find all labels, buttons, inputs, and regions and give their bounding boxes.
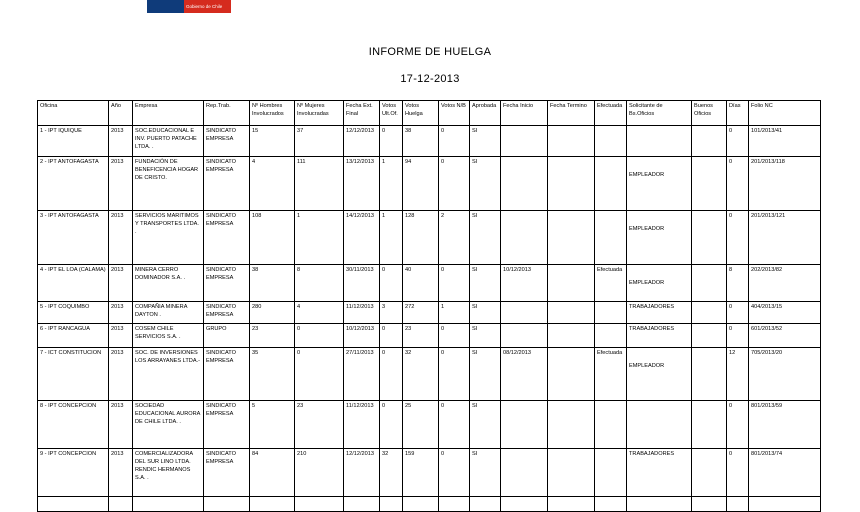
cell-votos-ult: 0 <box>380 401 403 449</box>
cell-efectuada <box>595 401 627 449</box>
cell-fecha-ext: 14/12/2013 <box>344 211 380 265</box>
col-header: Aprobada <box>470 101 501 126</box>
cell-votos-nb: 0 <box>439 449 470 497</box>
col-header: Rep.Trab. <box>204 101 250 126</box>
cell-fecha-termino <box>548 449 595 497</box>
cell-fecha-termino <box>548 126 595 157</box>
col-header: Votos N/B <box>439 101 470 126</box>
cell-fecha-inicio <box>501 449 548 497</box>
cell-dias: 0 <box>727 302 749 324</box>
cell-fecha-inicio <box>501 302 548 324</box>
col-header: Votos Ult.Of. <box>380 101 403 126</box>
cell-solicitante: EMPLEADOR <box>627 211 692 265</box>
cell-votos-huelga: 25 <box>403 401 439 449</box>
cell-votos-ult: 3 <box>380 302 403 324</box>
cell-votos-huelga: 23 <box>403 324 439 348</box>
table-header-row <box>38 101 821 126</box>
cell-empresa: COMERCIALIZADORA DEL SUR LINO LTDA. RENDIC HERMANOS S.A. . <box>133 449 204 497</box>
cell-anio: 2013 <box>109 348 133 401</box>
cell-rep-trab: SINDICATO EMPRESA <box>204 157 250 211</box>
cell-rep-trab: SINDICATO EMPRESA <box>204 265 250 302</box>
cell-empty <box>749 497 821 512</box>
col-header: Fecha Termino <box>548 101 595 126</box>
logo-text: Gobierno de Chile <box>186 4 223 9</box>
cell-folio: 801/2013/74 <box>749 449 821 497</box>
cell-dias: 0 <box>727 211 749 265</box>
cell-empty <box>501 497 548 512</box>
cell-votos-nb: 0 <box>439 401 470 449</box>
col-header: Fecha Ext. Final <box>344 101 380 126</box>
cell-votos-ult: 0 <box>380 348 403 401</box>
cell-empty <box>727 497 749 512</box>
cell-hombres: 84 <box>250 449 295 497</box>
cell-empty <box>439 497 470 512</box>
cell-rep-trab: SINDICATO EMPRESA <box>204 401 250 449</box>
cell-rep-trab: SINDICATO EMPRESA <box>204 302 250 324</box>
col-header: Buenos Oficios <box>692 101 727 126</box>
cell-mujeres: 210 <box>295 449 344 497</box>
cell-empty <box>692 497 727 512</box>
cell-empresa: FUNDACIÓN DE BENEFICENCIA HOGAR DE CRISTO. <box>133 157 204 211</box>
cell-dias: 0 <box>727 126 749 157</box>
cell-fecha-ext: 12/12/2013 <box>344 126 380 157</box>
cell-dias: 0 <box>727 401 749 449</box>
cell-mujeres: 8 <box>295 265 344 302</box>
cell-empty <box>627 497 692 512</box>
cell-fecha-termino <box>548 324 595 348</box>
cell-votos-huelga: 128 <box>403 211 439 265</box>
cell-empresa: SERVICIOS MARITIMOS Y TRANSPORTES LTDA. . <box>133 211 204 265</box>
cell-mujeres: 0 <box>295 324 344 348</box>
cell-efectuada <box>595 324 627 348</box>
cell-empty <box>344 497 380 512</box>
cell-buenos-oficios <box>692 401 727 449</box>
cell-empresa: COMPAÑIA MINERA DAYTON . <box>133 302 204 324</box>
cell-empty <box>109 497 133 512</box>
col-header: Días <box>727 101 749 126</box>
logo-blue-block <box>147 0 184 13</box>
cell-fecha-ext: 12/12/2013 <box>344 449 380 497</box>
cell-votos-huelga: 272 <box>403 302 439 324</box>
cell-fecha-inicio <box>501 211 548 265</box>
cell-empty <box>380 497 403 512</box>
col-header: Folio NC <box>749 101 821 126</box>
cell-votos-ult: 0 <box>380 126 403 157</box>
cell-votos-huelga: 159 <box>403 449 439 497</box>
cell-fecha-inicio <box>501 157 548 211</box>
cell-fecha-ext: 13/12/2013 <box>344 157 380 211</box>
cell-fecha-termino <box>548 265 595 302</box>
cell-buenos-oficios <box>692 126 727 157</box>
cell-empresa: SOCIEDAD EDUCACIONAL AURORA DE CHILE LTDA. . <box>133 401 204 449</box>
cell-fecha-ext: 11/12/2013 <box>344 401 380 449</box>
cell-folio: 201/2013/118 <box>749 157 821 211</box>
cell-solicitante: EMPLEADOR <box>627 265 692 302</box>
strike-report-table <box>37 100 821 512</box>
cell-hombres: 35 <box>250 348 295 401</box>
cell-solicitante: EMPLEADOR <box>627 348 692 401</box>
cell-empty <box>548 497 595 512</box>
cell-anio: 2013 <box>109 157 133 211</box>
cell-empty <box>470 497 501 512</box>
table-row <box>38 449 821 497</box>
cell-rep-trab: SINDICATO EMPRESA <box>204 348 250 401</box>
cell-oficina: 7 - ICT CONSTITUCION <box>38 348 109 401</box>
cell-folio: 801/2013/59 <box>749 401 821 449</box>
cell-efectuada <box>595 449 627 497</box>
cell-rep-trab: SINDICATO EMPRESA <box>204 449 250 497</box>
cell-hombres: 15 <box>250 126 295 157</box>
cell-mujeres: 1 <box>295 211 344 265</box>
cell-empty <box>295 497 344 512</box>
cell-empresa: SOC.EDUCACIONAL E INV. PUERTO PATACHE LTDA. . <box>133 126 204 157</box>
gobierno-logo <box>147 0 231 13</box>
cell-aprobada: SI <box>470 401 501 449</box>
cell-empty <box>133 497 204 512</box>
cell-hombres: 108 <box>250 211 295 265</box>
cell-fecha-termino <box>548 348 595 401</box>
cell-folio: 404/2013/15 <box>749 302 821 324</box>
cell-empty <box>38 497 109 512</box>
cell-aprobada: SI <box>470 211 501 265</box>
cell-fecha-termino <box>548 211 595 265</box>
col-header: Fecha Inicio <box>501 101 548 126</box>
cell-votos-nb: 0 <box>439 126 470 157</box>
cell-solicitante: TRABAJADORES <box>627 449 692 497</box>
cell-hombres: 4 <box>250 157 295 211</box>
table-row <box>38 302 821 324</box>
cell-folio: 601/2013/52 <box>749 324 821 348</box>
cell-fecha-ext: 30/11/2013 <box>344 265 380 302</box>
cell-oficina: 4 - IPT EL LOA (CALAMA) <box>38 265 109 302</box>
cell-empty <box>595 497 627 512</box>
table-row <box>38 265 821 302</box>
cell-fecha-inicio <box>501 126 548 157</box>
cell-anio: 2013 <box>109 401 133 449</box>
cell-votos-nb: 1 <box>439 302 470 324</box>
cell-aprobada: SI <box>470 449 501 497</box>
cell-aprobada: SI <box>470 348 501 401</box>
cell-buenos-oficios <box>692 265 727 302</box>
cell-fecha-termino <box>548 157 595 211</box>
cell-dias: 0 <box>727 324 749 348</box>
report-date: 17-12-2013 <box>400 73 460 85</box>
cell-oficina: 2 - IPT ANTOFAGASTA <box>38 157 109 211</box>
cell-dias: 8 <box>727 265 749 302</box>
cell-empty <box>250 497 295 512</box>
cell-empresa: COSEM CHILE SERVICIOS S.A. . <box>133 324 204 348</box>
cell-votos-ult: 1 <box>380 157 403 211</box>
cell-votos-huelga: 40 <box>403 265 439 302</box>
cell-buenos-oficios <box>692 302 727 324</box>
cell-votos-ult: 0 <box>380 324 403 348</box>
cell-efectuada <box>595 211 627 265</box>
cell-oficina: 1 - IPT IQUIQUE <box>38 126 109 157</box>
cell-hombres: 23 <box>250 324 295 348</box>
cell-efectuada: Efectuada <box>595 348 627 401</box>
cell-mujeres: 23 <box>295 401 344 449</box>
cell-votos-nb: 0 <box>439 348 470 401</box>
col-header: Nº Hombres Involucrados <box>250 101 295 126</box>
cell-solicitante <box>627 401 692 449</box>
cell-folio: 202/2013/82 <box>749 265 821 302</box>
table-row <box>38 157 821 211</box>
cell-buenos-oficios <box>692 324 727 348</box>
cell-votos-nb: 0 <box>439 265 470 302</box>
cell-rep-trab: SINDICATO EMPRESA <box>204 211 250 265</box>
cell-hombres: 5 <box>250 401 295 449</box>
cell-votos-ult: 1 <box>380 211 403 265</box>
cell-folio: 101/2013/41 <box>749 126 821 157</box>
cell-votos-nb: 2 <box>439 211 470 265</box>
cell-oficina: 8 - IPT CONCEPCION <box>38 401 109 449</box>
cell-fecha-ext: 11/12/2013 <box>344 302 380 324</box>
cell-votos-ult: 0 <box>380 265 403 302</box>
cell-dias: 12 <box>727 348 749 401</box>
cell-mujeres: 37 <box>295 126 344 157</box>
table-row-partial <box>38 497 821 512</box>
cell-anio: 2013 <box>109 449 133 497</box>
cell-efectuada: Efectuada <box>595 265 627 302</box>
cell-oficina: 6 - IPT RANCAGUA <box>38 324 109 348</box>
cell-rep-trab: SINDICATO EMPRESA <box>204 126 250 157</box>
table-row <box>38 126 821 157</box>
cell-votos-huelga: 94 <box>403 157 439 211</box>
col-header: Empresa <box>133 101 204 126</box>
cell-oficina: 3 - IPT ANTOFAGASTA <box>38 211 109 265</box>
cell-fecha-inicio: 10/12/2013 <box>501 265 548 302</box>
cell-fecha-inicio <box>501 401 548 449</box>
cell-aprobada: SI <box>470 157 501 211</box>
cell-solicitante: EMPLEADOR <box>627 157 692 211</box>
cell-mujeres: 0 <box>295 348 344 401</box>
cell-votos-huelga: 38 <box>403 126 439 157</box>
cell-votos-nb: 0 <box>439 324 470 348</box>
col-header: Solicitante de Bs.Oficios <box>627 101 692 126</box>
table-row <box>38 324 821 348</box>
col-header: Efectuada <box>595 101 627 126</box>
cell-buenos-oficios <box>692 449 727 497</box>
cell-dias: 0 <box>727 157 749 211</box>
table-row <box>38 211 821 265</box>
cell-empty <box>204 497 250 512</box>
col-header: Votos Huelga <box>403 101 439 126</box>
cell-votos-ult: 32 <box>380 449 403 497</box>
cell-votos-huelga: 32 <box>403 348 439 401</box>
cell-fecha-ext: 27/11/2013 <box>344 348 380 401</box>
cell-aprobada: SI <box>470 302 501 324</box>
cell-folio: 705/2013/20 <box>749 348 821 401</box>
cell-efectuada <box>595 157 627 211</box>
cell-anio: 2013 <box>109 265 133 302</box>
cell-aprobada: SI <box>470 324 501 348</box>
cell-folio: 201/2013/121 <box>749 211 821 265</box>
table-row <box>38 401 821 449</box>
cell-votos-nb: 0 <box>439 157 470 211</box>
col-header: Año <box>109 101 133 126</box>
cell-buenos-oficios <box>692 211 727 265</box>
cell-empresa: MINERA CERRO DOMINADOR S.A. . <box>133 265 204 302</box>
cell-efectuada <box>595 302 627 324</box>
cell-aprobada: SI <box>470 126 501 157</box>
cell-mujeres: 4 <box>295 302 344 324</box>
cell-fecha-ext: 10/12/2013 <box>344 324 380 348</box>
report-title: INFORME DE HUELGA <box>368 46 492 58</box>
cell-solicitante: TRABAJADORES <box>627 302 692 324</box>
cell-hombres: 280 <box>250 302 295 324</box>
cell-anio: 2013 <box>109 324 133 348</box>
cell-mujeres: 111 <box>295 157 344 211</box>
cell-empresa: SOC. DE INVERSIONES LOS ARRAYANES LTDA.- <box>133 348 204 401</box>
cell-oficina: 5 - IPT COQUIMBO <box>38 302 109 324</box>
table-row <box>38 348 821 401</box>
col-header: Nº Mujeres Involucradas <box>295 101 344 126</box>
cell-solicitante <box>627 126 692 157</box>
cell-solicitante: TRABAJADORES <box>627 324 692 348</box>
cell-anio: 2013 <box>109 302 133 324</box>
cell-aprobada: SI <box>470 265 501 302</box>
cell-empty <box>403 497 439 512</box>
cell-anio: 2013 <box>109 211 133 265</box>
cell-rep-trab: GRUPO <box>204 324 250 348</box>
cell-anio: 2013 <box>109 126 133 157</box>
cell-buenos-oficios <box>692 157 727 211</box>
col-header: Oficina <box>38 101 109 126</box>
cell-fecha-termino <box>548 401 595 449</box>
cell-dias: 0 <box>727 449 749 497</box>
cell-fecha-inicio: 08/12/2013 <box>501 348 548 401</box>
cell-efectuada <box>595 126 627 157</box>
cell-fecha-inicio <box>501 324 548 348</box>
cell-hombres: 38 <box>250 265 295 302</box>
cell-fecha-termino <box>548 302 595 324</box>
cell-buenos-oficios <box>692 348 727 401</box>
cell-oficina: 9 - IPT CONCEPCION <box>38 449 109 497</box>
